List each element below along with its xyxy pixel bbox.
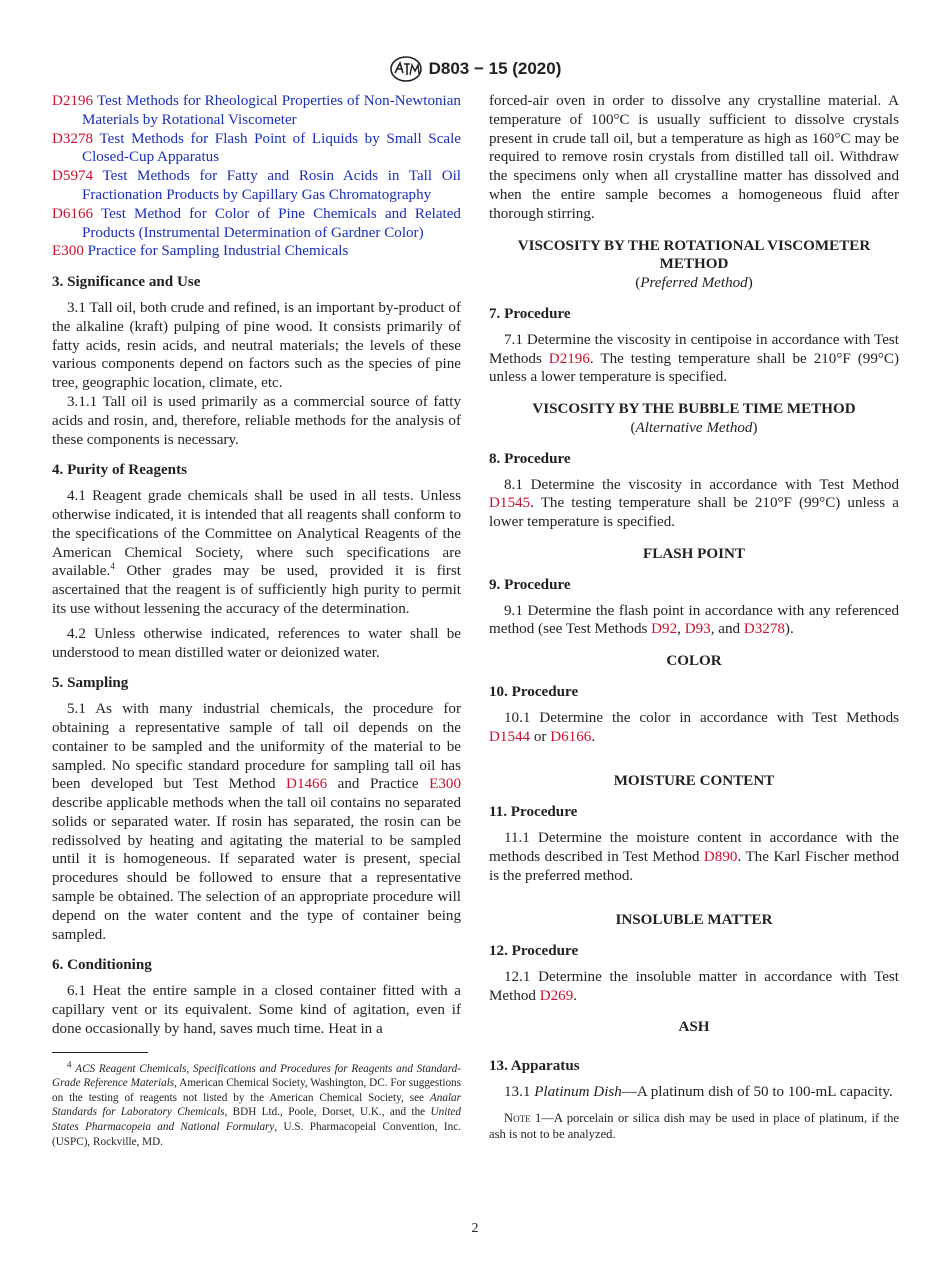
- section-title: VISCOSITY BY THE BUBBLE TIME METHOD: [532, 401, 856, 418]
- reference-title[interactable]: Test Methods for Rheological Properties of Non-Newtonian Materials by Rotational Viscometer: [82, 93, 461, 128]
- paragraph: forced-air oven in order to dissolve any crystalline material. A temperature of 100°C is usually sufficient to dissolve crystals present in crude tall oil, but a temperature as high as 160°C may be required to remove rosin crystals from distilled tall oil. Withdraw the specimens only when all crystalline matter has dissolved and when the entire sample becomes a homogeneous fluid after thorough stirring.: [489, 93, 899, 222]
- reference-item: [52, 205, 461, 243]
- section-heading: 6. Conditioning: [52, 957, 152, 974]
- paragraph: 7.1 Determine the viscosity in centipoise in accordance with Test Methods D2196. The testing temperature shall be 210°F (99°C) unless a lower temperature is specified.: [489, 331, 899, 386]
- page-header: [0, 55, 950, 88]
- standard-link[interactable]: D2196: [548, 350, 590, 367]
- reference-title[interactable]: Test Methods for Fatty and Rosin Acids in Tall Oil Fractionation Products by Capillary Gas Chromatography: [82, 168, 461, 203]
- reference-title[interactable]: Test Methods for Flash Point of Liquids by Small Scale Closed-Cup Apparatus: [82, 130, 461, 166]
- paragraph: 10.1 Determine the color in accordance with Test Methods D1544 or D6166.: [489, 709, 899, 745]
- section-title: MOISTURE CONTENT: [613, 773, 775, 790]
- standard-link[interactable]: D269: [539, 987, 574, 1004]
- reference-item: [52, 92, 461, 130]
- page-number: 2: [471, 1221, 479, 1236]
- section-heading: 7. Procedure: [489, 305, 571, 322]
- standard-link[interactable]: D92: [651, 621, 678, 638]
- section-heading: 4. Purity of Reagents: [52, 462, 187, 479]
- reference-item: [52, 130, 461, 168]
- paragraph: 9.1 Determine the flash point in accordance with any referenced method (see Test Methods D92, D93, and D3278).: [489, 602, 899, 638]
- document-designation: D803 − 15 (2020): [428, 59, 562, 78]
- standard-link[interactable]: D890: [703, 848, 738, 865]
- paragraph: 3.1.1 Tall oil is used primarily as a commercial source of fatty acids and rosin, and, therefore, reliable methods for the analysis of these components is necessary.: [52, 393, 461, 448]
- section-heading: 10. Procedure: [489, 683, 579, 700]
- reference-title[interactable]: Practice for Sampling Industrial Chemicals: [87, 243, 349, 260]
- reference-code-link[interactable]: D2196: [52, 93, 94, 109]
- section-title: INSOLUBLE MATTER: [615, 912, 773, 929]
- reference-title[interactable]: Test Method for Color of Pine Chemicals and Related Products (Instrumental Determination of Gardner Color): [82, 205, 461, 241]
- paragraph: 3.1 Tall oil, both crude and refined, is an important by-product of the alkaline (kraft) pulping of pine wood. It consists primarily of fatty acids, resin acids, and neutral materials; the levels of these various components depend on factors such as the species of pine tree, geographic location, climate, etc.: [52, 299, 461, 392]
- section-heading: 5. Sampling: [52, 675, 129, 692]
- paragraph: 13.1 Platinum Dish—A platinum dish of 50 to 100-mL capacity.: [504, 1084, 893, 1101]
- standard-link[interactable]: D93: [684, 621, 711, 638]
- paragraph: 6.1 Heat the entire sample in a closed container fitted with a capillary vent or its equivalent. Some kind of agitation, even if done occasionally by hand, saves much time. Heat in a: [52, 983, 461, 1037]
- paragraph: 5.1 As with many industrial chemicals, the procedure for obtaining a representative sample of tall oil depends on the container to be sampled and the uniformity of the material to be sampled. No specific standard procedure for sampling tall oil has been developed but Test Method D1466 and Practice E300 describe applicable methods when the tall oil contains no separated solids or separated water. If rosin has separated, the rosin can be redissolved by heating and agitating the material to be sampled until it is homogeneous. If separated water is present, special procedures should be followed to ensure that a representative sample be obtained. The selection of an appropriate procedure will depend on the water content and the type of container being sampled.: [52, 701, 461, 943]
- section-title: FLASH POINT: [643, 545, 745, 562]
- standard-link[interactable]: E300: [429, 776, 461, 793]
- left-column: [52, 92, 461, 1149]
- paragraph: 12.1 Determine the insoluble matter in accordance with Test Method D269.: [489, 968, 899, 1004]
- reference-code-link[interactable]: D3278: [52, 130, 94, 147]
- standard-link[interactable]: D6166: [550, 728, 592, 745]
- paragraph: 8.1 Determine the viscosity in accordance with Test Method D1545. The testing temperature shall be 210°F (99°C) unless a lower temperature is specified.: [489, 476, 899, 531]
- footnote-divider: [52, 1052, 148, 1053]
- reference-list: [52, 92, 461, 261]
- section-heading: 8. Procedure: [489, 450, 571, 467]
- section-title: ASH: [678, 1019, 710, 1036]
- note: Note 1—A porcelain or silica dish may be used in place of platinum, if the ash is not to be analyzed.: [489, 1110, 899, 1141]
- right-column: [489, 92, 899, 1142]
- section-subtitle: (Preferred Method): [635, 275, 753, 292]
- astm-logo-icon: [389, 55, 423, 83]
- section-heading: 11. Procedure: [489, 804, 578, 821]
- reference-code-link[interactable]: E300: [52, 243, 84, 260]
- paragraph: 4.1 Reagent grade chemicals shall be used in all tests. Unless otherwise indicated, it is intended that all reagents shall conform to the specifications of the Committee on Analytical Reagents of the American Chemical Society, where such specifications are available.$^4$ Other grades may be used, provided it is first ascertained that the reagent is of sufficiently high purity to permit its use without lessening the accuracy of the determination.: [52, 488, 461, 617]
- section-title: COLOR: [666, 653, 722, 670]
- section-heading: 12. Procedure: [489, 943, 579, 960]
- standard-link[interactable]: D3278: [743, 621, 785, 638]
- reference-item: [52, 167, 461, 205]
- footnote: $^4$ ACS Reagent Chemicals, Specifications and Procedures for Reagents and Standard-Grade Reference Materials, American Chemical Society, Washington, DC. For suggestions on the testing of reagents not listed by the American Chemical Society, see Analar Standards for Laboratory Chemicals, BDH Ltd., Poole, Dorset, U.K., and the United States Pharmacopeia and National Formulary, U.S. Pharmacopeial Convention, Inc. (USPC), Rockville, MD.: [52, 1058, 461, 1148]
- section-title: VISCOSITY BY THE ROTATIONAL VISCOMETER METHOD: [517, 237, 871, 273]
- paragraph: 4.2 Unless otherwise indicated, references to water shall be understood to mean distilled water or deionized water.: [52, 625, 461, 661]
- reference-code-link[interactable]: D6166: [52, 205, 94, 222]
- paragraph: 11.1 Determine the moisture content in accordance with the methods described in Test Method D890. The Karl Fischer method is the preferred method.: [489, 829, 899, 884]
- reference-item: [52, 242, 461, 261]
- standard-link[interactable]: D1545: [489, 495, 531, 512]
- section-heading: 3. Significance and Use: [52, 274, 201, 291]
- section-subtitle: (Alternative Method): [630, 419, 758, 436]
- section-heading: 13. Apparatus: [489, 1058, 580, 1075]
- standard-link[interactable]: D1544: [489, 728, 531, 745]
- section-heading: 9. Procedure: [489, 576, 571, 593]
- standard-link[interactable]: D1466: [286, 776, 328, 793]
- reference-code-link[interactable]: D5974: [52, 168, 94, 185]
- footnote-marker: 4: [110, 561, 115, 572]
